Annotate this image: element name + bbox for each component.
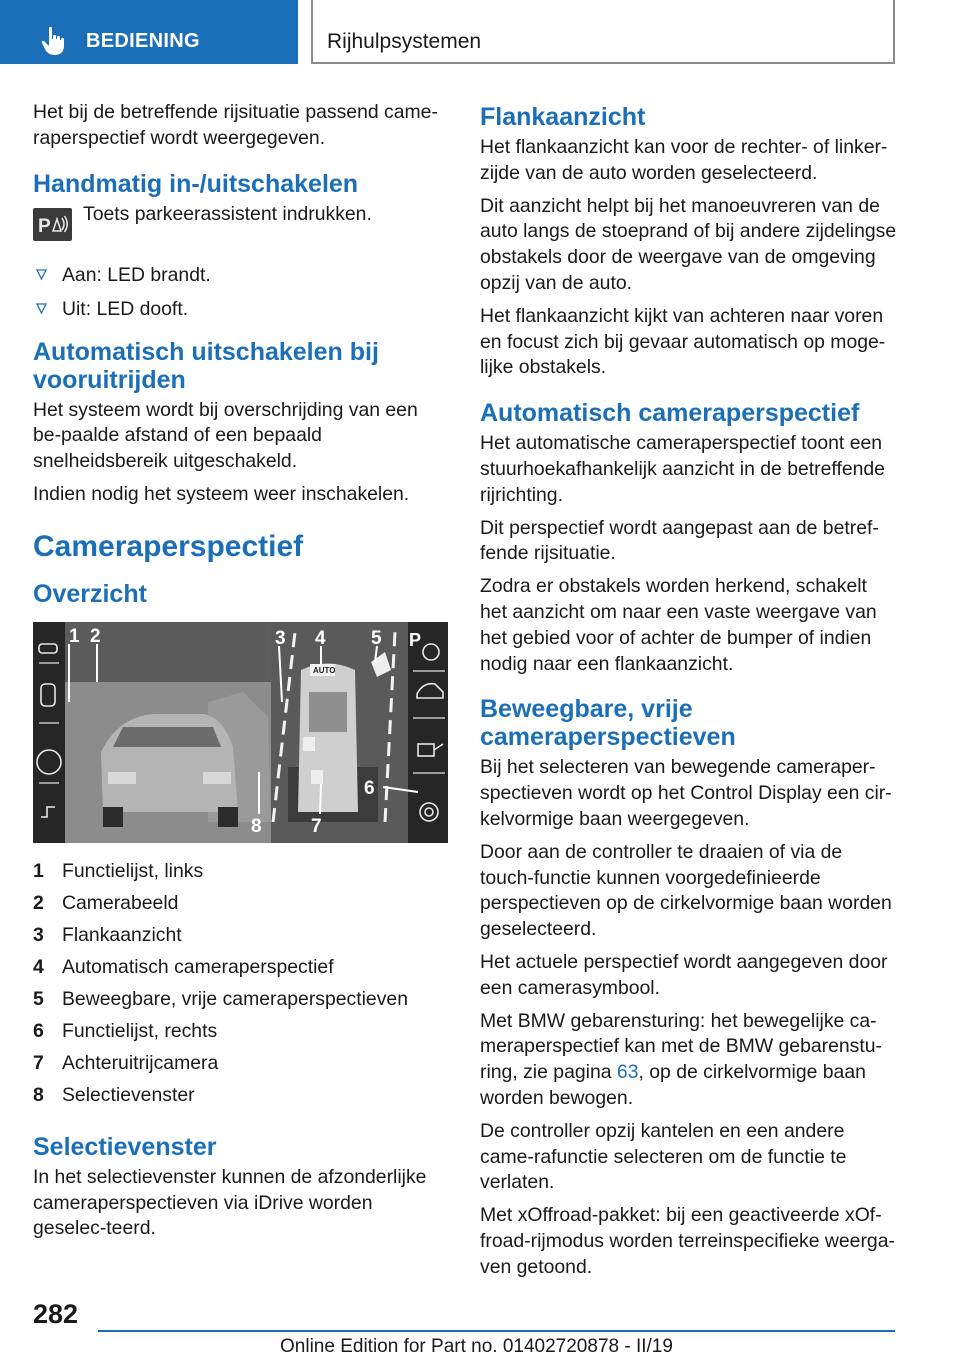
selection-text: In het selectievenster kunnen de afzonderlijke cameraperspectieven via iDrive worden geselec-teerd. [33, 1165, 427, 1240]
page-number: 282 [33, 1299, 79, 1329]
triangle-bullet-icon [36, 269, 47, 280]
button-instruction-text: Toets parkeerassistent indrukken. [83, 202, 372, 225]
button-instruction [33, 202, 451, 250]
triangle-bullet-icon [36, 303, 47, 314]
footer-edition: Online Edition for Part no. 01402720878 - II/19 [280, 1336, 673, 1357]
led-state-list [33, 262, 451, 322]
legend-item: 8 Selectievenster [33, 1083, 195, 1106]
heading-overview: Overzicht [33, 579, 147, 608]
auto-off-text-1: Het systeem wordt bij overschrijding van een be-paalde afstand of een bepaald snelheidsbereik uitgeschakeld. [33, 398, 418, 473]
flank-text-3: Het flankaanzicht kijkt van achteren naar voren en focust zich bij gevaar automatisch op moge-lijke obstakels. [480, 304, 886, 379]
free-text-3: Het actuele perspectief wordt aangegeven door een camerasymbool. [480, 950, 888, 999]
chapter-title: BEDIENING [86, 30, 200, 52]
auto-persp-text-1: Het automatische cameraperspectief toont een stuurhoekafhankelijk aanzicht in de betreffende rijrichting. [480, 432, 885, 506]
free-text-1: Bij het selecteren van bewegende cameraper-spectieven wordt op het Control Display een cir-kelvormige baan weergegeven. [480, 756, 892, 830]
figure-legend [33, 855, 451, 1111]
free-text-2: Door aan de controller te draaien of via de touch-functie kunnen voorgedefinieerde perspectieven op de cirkelvormige baan worden geselecteerd. [480, 840, 892, 941]
svg-text:P: P [409, 629, 422, 650]
heading-manual-toggle: Handmatig in-/uitschakelen [33, 169, 359, 198]
heading-selection-window: Selectievenster [33, 1132, 217, 1161]
free-text-6: Met xOffroad-pakket: bij een geactiveerde xOf-froad-rijmodus worden terreinspecifieke weerga-ven getoond. [480, 1204, 895, 1278]
flank-text-1: Het flankaanzicht kan voor de rechter- of linker-zijde van de auto worden geselecteerd. [480, 136, 888, 184]
list-item: Aan: LED brandt. [33, 262, 451, 288]
legend-item: 3 Flankaanzicht [33, 923, 182, 946]
legend-item: 6 Functielijst, rechts [33, 1019, 218, 1042]
heading-camera-perspective: Cameraperspectief [33, 529, 304, 563]
camera-overview-figure [33, 622, 448, 843]
page-link[interactable]: 63 [616, 1061, 639, 1084]
auto-persp-text-3: Zodra er obstakels worden herkend, schakelt het aanzicht om naar een vaste weergave van het gebied voor of achter de bumper of indien nodig naar een flankaanzicht. [480, 575, 877, 675]
legend-item: 7 Achteruitrijcamera [33, 1051, 219, 1074]
callout-7: 7 [311, 815, 322, 837]
svg-text:P: P [38, 215, 51, 237]
right-column [480, 100, 898, 1287]
callout-6: 6 [364, 777, 375, 799]
section-title: Rijhulpsystemen [327, 30, 482, 53]
legend-item: 5 Beweegbare, vrije cameraperspectieven [33, 987, 408, 1010]
auto-badge: AUTO [313, 665, 336, 675]
camera-overview-illustration [33, 622, 448, 843]
auto-off-text-2: Indien nodig het systeem weer inschakelen. [33, 482, 410, 505]
callout-5: 5 [371, 627, 382, 649]
heading-auto-perspective: Automatisch cameraperspectief [480, 399, 860, 428]
free-text-4: Met BMW gebarensturing: het bewegelijke ca-meraperspectief kan met de BMW gebarenstu-ring, zie pagina 63, op de cirkelvormige baan worden bewogen. [480, 1009, 882, 1109]
park-assist-button-icon [33, 208, 72, 241]
heading-free-perspectives: Beweegbare, vrije cameraperspectieven [480, 695, 736, 752]
intro-text: Het bij de betreffende rijsituatie passend came-raperspectief wordt weergegeven. [33, 101, 438, 149]
callout-3: 3 [275, 627, 286, 649]
heading-flank-view: Flankaanzicht [480, 103, 646, 131]
callout-4: 4 [315, 627, 326, 649]
legend-item: 1 Functielijst, links [33, 859, 204, 882]
footer-divider [98, 1330, 895, 1332]
hand-pointer-icon [40, 26, 68, 56]
callout-2: 2 [90, 625, 101, 647]
left-column [33, 100, 451, 1249]
section-header [311, 0, 895, 64]
auto-persp-text-2: Dit perspectief wordt aangepast aan de betref-fende rijsituatie. [480, 516, 879, 565]
callout-8: 8 [251, 815, 262, 837]
chapter-tab [0, 0, 298, 64]
callout-1: 1 [69, 625, 80, 647]
flank-text-2: Dit aanzicht helpt bij het manoeuvreren van de auto langs de stoeprand of bij andere zijdelingse obstakels door de weergave van de omgeving opzij van de auto. [480, 194, 897, 294]
heading-auto-off: Automatisch uitschakelen bij vooruitrijden [33, 337, 379, 394]
legend-item: 2 Camerabeeld [33, 891, 179, 914]
legend-item: 4 Automatisch cameraperspectief [33, 955, 334, 978]
free-text-5: De controller opzij kantelen en een andere came-rafunctie selecteren om de functie te verlaten. [480, 1119, 847, 1194]
list-item: Uit: LED dooft. [33, 296, 451, 322]
